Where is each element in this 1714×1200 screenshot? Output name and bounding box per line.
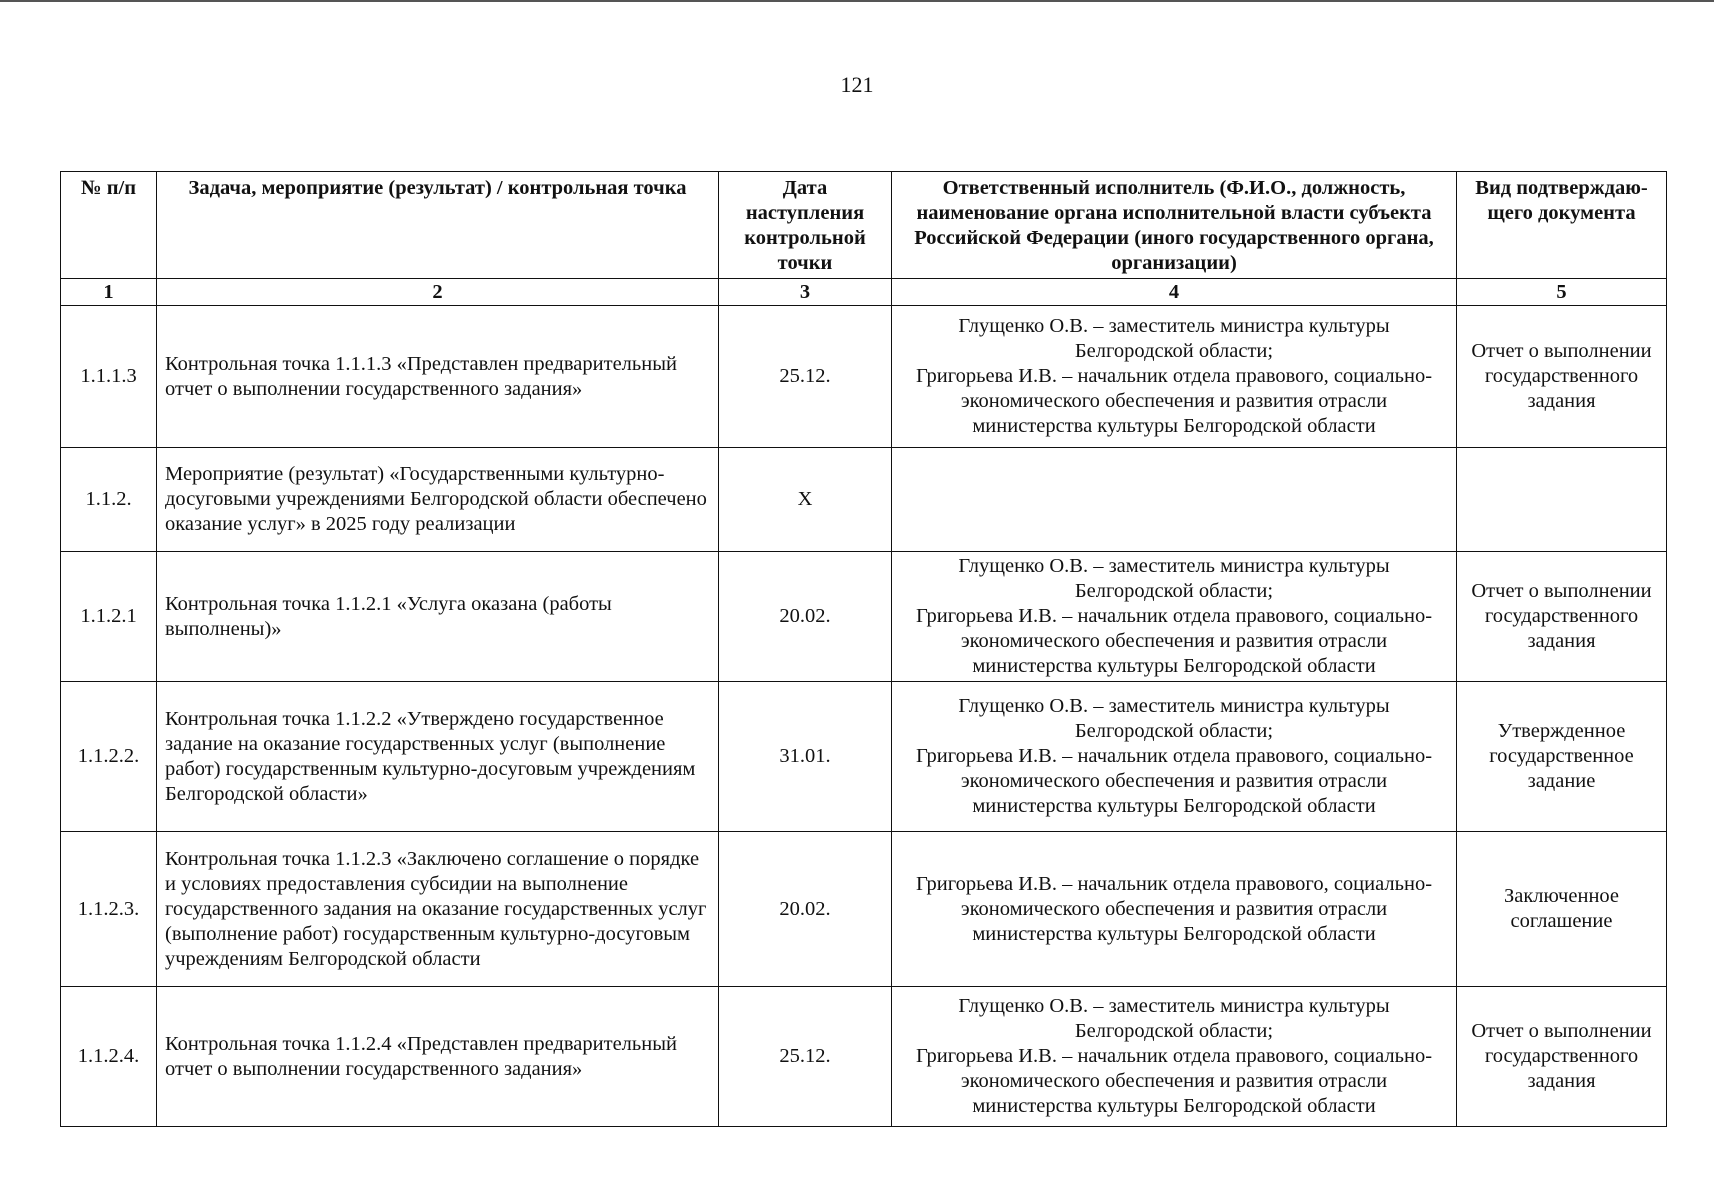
- row-responsible: [892, 552, 1457, 682]
- table-header-row: [61, 172, 1667, 279]
- table-row: [61, 306, 1667, 448]
- row-date: 31.01.: [719, 682, 892, 832]
- row-date: 25.12.: [719, 306, 892, 448]
- responsible-person: Григорьева И.В. – начальник отдела правового, социально-экономического обеспечения и развития отрасли министерства культуры Белгородской области: [915, 872, 1433, 945]
- row-task: Контрольная точка 1.1.2.4 «Представлен предварительный отчет о выполнении государственного задания»: [157, 987, 719, 1127]
- row-number: 1.1.2.1: [61, 552, 157, 682]
- row-document: Утвержденное государственное задание: [1457, 682, 1667, 832]
- column-number: 2: [157, 279, 719, 306]
- responsible-person: Григорьева И.В. – начальник отдела правового, социально-экономического обеспечения и развития отрасли министерства культуры Белгородской области: [915, 745, 1433, 817]
- table-row: [61, 832, 1667, 987]
- row-task: Контрольная точка 1.1.2.2 «Утверждено государственное задание на оказание государственных услуг (выполнение работ) государственным культурно-досуговым учреждениям Белгородской области»: [157, 682, 719, 832]
- row-document: Отчет о выполнении государственного задания: [1457, 987, 1667, 1127]
- header-document: Вид подтверждаю-щего документа: [1457, 172, 1667, 279]
- row-task: Контрольная точка 1.1.1.3 «Представлен предварительный отчет о выполнении государственного задания»: [157, 306, 719, 448]
- row-responsible: [892, 682, 1457, 832]
- row-document: Заключенное соглашение: [1457, 832, 1667, 987]
- row-number: 1.1.2.: [61, 448, 157, 552]
- page-number: 121: [840, 72, 874, 97]
- responsible-person: Глущенко О.В. – заместитель министра культуры Белгородской области;: [958, 315, 1390, 362]
- responsible-person: Глущенко О.В. – заместитель министра культуры Белгородской области;: [958, 555, 1390, 602]
- row-document: Отчет о выполнении государственного задания: [1457, 306, 1667, 448]
- row-document: [1457, 448, 1667, 552]
- column-number-row: [61, 279, 1667, 306]
- control-points-table: [60, 171, 1667, 1127]
- top-scan-edge: [0, 0, 1714, 2]
- row-number: 1.1.2.4.: [61, 987, 157, 1127]
- row-number: 1.1.2.3.: [61, 832, 157, 987]
- row-number: 1.1.2.2.: [61, 682, 157, 832]
- row-responsible: [892, 987, 1457, 1127]
- row-date: 20.02.: [719, 832, 892, 987]
- table-row: [61, 448, 1667, 552]
- header-responsible: Ответственный исполнитель (Ф.И.О., должность, наименование органа исполнительной власти субъекта Российской Федерации (иного государственного органа, организации): [892, 172, 1457, 279]
- column-number: 3: [719, 279, 892, 306]
- row-date: 25.12.: [719, 987, 892, 1127]
- table-row: [61, 682, 1667, 832]
- responsible-person: Глущенко О.В. – заместитель министра культуры Белгородской области;: [958, 995, 1390, 1042]
- table-row: [61, 987, 1667, 1127]
- header-number: № п/п: [61, 172, 157, 279]
- row-responsible: [892, 832, 1457, 987]
- responsible-person: Григорьева И.В. – начальник отдела правового, социально-экономического обеспечения и развития отрасли министерства культуры Белгородской области: [915, 365, 1433, 437]
- row-number: 1.1.1.3: [61, 306, 157, 448]
- responsible-person: Глущенко О.В. – заместитель министра культуры Белгородской области;: [958, 695, 1390, 742]
- responsible-person: Григорьева И.В. – начальник отдела правового, социально-экономического обеспечения и развития отрасли министерства культуры Белгородской области: [915, 1045, 1433, 1117]
- row-document: Отчет о выполнении государственного задания: [1457, 552, 1667, 682]
- column-number: 1: [61, 279, 157, 306]
- row-task: Мероприятие (результат) «Государственными культурно-досуговыми учреждениями Белгородской области обеспечено оказание услуг» в 2025 году реализации: [157, 448, 719, 552]
- row-task: Контрольная точка 1.1.2.1 «Услуга оказана (работы выполнены)»: [157, 552, 719, 682]
- row-date: Х: [719, 448, 892, 552]
- column-number: 5: [1457, 279, 1667, 306]
- row-task: Контрольная точка 1.1.2.3 «Заключено соглашение о порядке и условиях предоставления субсидии на выполнение государственного задания на оказание государственных услуг (выполнение работ) государственным культурно-досуговым учреждениям Белгородской области: [157, 832, 719, 987]
- header-date: Дата наступления контрольной точки: [719, 172, 892, 279]
- row-responsible: [892, 448, 1457, 552]
- header-task: Задача, мероприятие (результат) / контрольная точка: [157, 172, 719, 279]
- column-number: 4: [892, 279, 1457, 306]
- table-row: [61, 552, 1667, 682]
- responsible-person: Григорьева И.В. – начальник отдела правового, социально-экономического обеспечения и развития отрасли министерства культуры Белгородской области: [915, 605, 1433, 677]
- row-date: 20.02.: [719, 552, 892, 682]
- row-responsible: [892, 306, 1457, 448]
